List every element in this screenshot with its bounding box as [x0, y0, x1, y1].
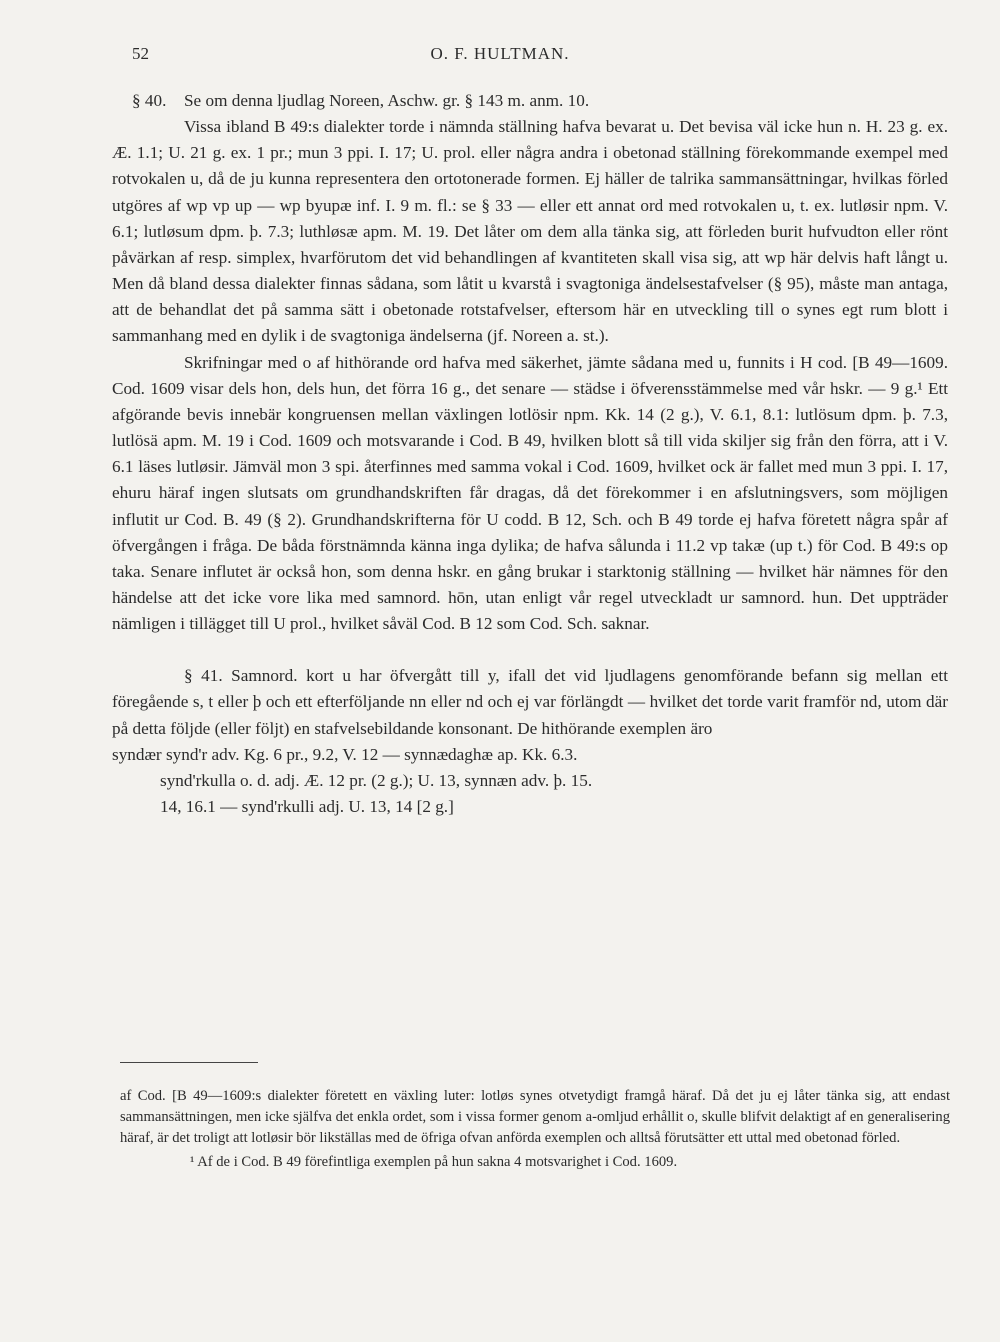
section-40-intro-text: Se om denna ljudlag Noreen, Aschw. gr. § 143 m. anm. 10.: [184, 91, 590, 110]
example-line: 14, 16.1 — synd'rkulli adj. U. 13, 14 [2 g.]: [160, 797, 454, 817]
footnotes: [120, 1086, 950, 1173]
section-40-intro: [112, 88, 948, 114]
main-text: [112, 88, 948, 820]
page-header: [0, 44, 1000, 74]
section-40-number: § 40.: [132, 91, 167, 110]
example-line: syndær synd'r adv. Kg. 6 pr., 9.2, V. 12 — synnædaghæ ap. Kk. 6.3.: [112, 744, 578, 764]
footnote-divider: [120, 1062, 258, 1063]
footnote-continuation: af Cod. [B 49—1609:s dialekter företett en växling luter: lotløs synes otvetydigt framgå häraf. Då det ju ej låter tänka sig, att endast sammansättningen, men icke själfva det enkla ordet, som i vissa former genom a-omljud erhållit o, skulle blifvit delaktigt af en generalisering häraf, är det troligt att lotløsir bör likställas med de öfriga ofvan anförda exemplen och alltså förutsätter ett uttal med obetonad förled.: [120, 1088, 950, 1147]
page-number: 52: [132, 44, 149, 63]
section-40-paragraph-3: Skrifningar med o af hithörande ord hafva med säkerhet, jämte sådana med u, funnits i H cod. [B 49—1609. Cod. 1609 visar dels hon, dels hun, det förra 16 g., det senare — städse i öfverensstämmelse med vår hskr. — 9 g.¹ Ett afgörande bevis innebär kongruensen mellan växlingen lotlösir npm. Kk. 14 (2 g.), V. 6.1, 8.1: lutlösum dpm. þ. 7.3, lutlösä apm. M. 19 i Cod. 1609 och motsvarande i Cod. B 49, hvilken blott så till vida skiljer sig från den förra, att i V. 6.1 läses lutløsir. Jämväl mon 3 spi. återfinnes med samma vokal i Cod. 1609, hvilket ock är fallet med mun 3 ppi. I. 17, ehuru häraf ingen slutsats om grundhandskriften får dragas, då det förekommer i en afslutningsvers, som möjligen influtit ur Cod. B. 49 (§ 2). Grundhandskrifterna för U codd. B 12, Sch. och B 49 torde ej hafva företett några spår af öfvergången i fråga. De båda förstnämnda känna inga dylika; de hafva sålunda i 11.2 vp takæ (up t.) för Cod. B 49:s op taka. Senare influtet är också hon, som denna hskr. en gång brukar i starktonig ställning — hvilket här nämnes för den händelse att det icke vore lika med samnord. hōn, utan enligt vår regel utveckladt ur samnord. hun. Det uppträder nämligen i tillägget till U prol., hvilket såväl Cod. B 12 som Cod. Sch. saknar.: [112, 352, 948, 634]
section-40-paragraph-2: Vissa ibland B 49:s dialekter torde i nämnda ställning hafva bevarat u. Det bevisa väl icke hun n. H. 23 g. ex. Æ. 1.1; U. 21 g. ex. 1 pr.; mun 3 ppi. I. 17; U. prol. eller några andra i obetonad ställning förekommande exempel med rotvokalen u, då de ju kunna representera den ortotonerade formen. Ej häller de talrika sammansättningar, hvilkas förled utgöres af wp vp up — wp byupæ inf. I. 9 m. fl.: se § 33 — eller ett annat ord med rotvokalen u, t. ex. lutløsir npm. V. 6.1; lutløsum dpm. þ. 7.3; luthløsæ apm. M. 19. Det låter om dem alla tänka sig, att förleden burit hufvudton eller rönt påvärkan af resp. simplex, hvarförutom det vid behandlingen af kvantiteten skall visa sig, att wp här delvis haft långt u. Men då bland dessa dialekter finnas sådana, som låtit u kvarstå i svagtoniga ändelsestafvelser (§ 95), måste man antaga, att de behandlat det på samma sätt i obetonade rotstafvelser, eftersom här en utveckling till o synes egt rum blott i sammanhang med en dylik i de svagtoniga ändelserna (jf. Noreen a. st.).: [112, 117, 948, 346]
footnote-1: ¹ Af de i Cod. B 49 förefintliga exemplen på hun sakna 4 motsvarighet i Cod. 1609.: [190, 1153, 678, 1170]
running-title: O. F. HULTMAN.: [430, 44, 570, 63]
section-41-paragraph: § 41. Samnord. kort u har öfvergått till y, ifall det vid ljudlagens genomförande befann sig mellan ett föregående s, t eller þ och ett efterföljande nn eller nd och ej var förlängdt — hvilket det torde varit framför nd, utom där på detta följde (eller följt) en stafvelsebildande konsonant. De hithörande exemplen äro: [112, 666, 948, 738]
example-line: synd'rkulla o. d. adj. Æ. 12 pr. (2 g.); U. 13, synnæn adv. þ. 15.: [160, 770, 593, 790]
